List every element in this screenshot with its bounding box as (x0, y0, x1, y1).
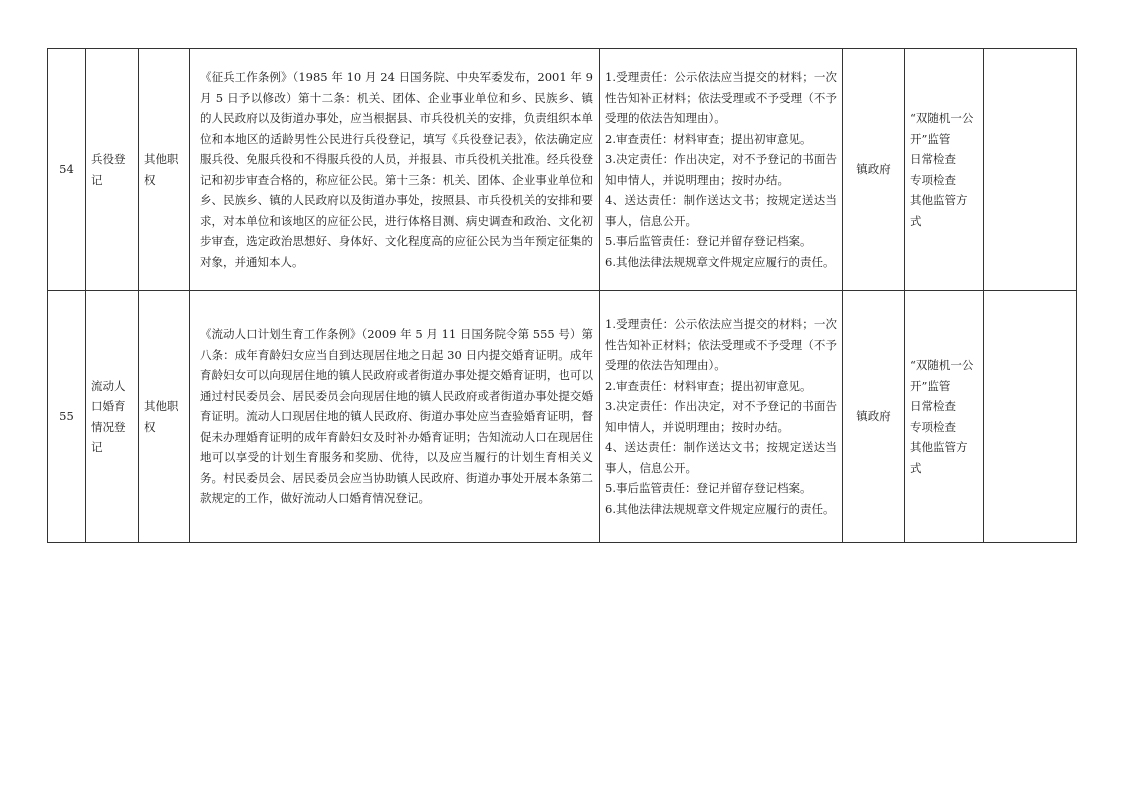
remark-cell (984, 291, 1077, 543)
duty-item: 2.审查责任：材料审查；提出初审意见。 (605, 131, 812, 146)
duty-item: 6.其他法律法规规章文件规定应履行的责任。 (605, 254, 835, 269)
responsible-department: 镇政府 (843, 49, 905, 291)
table-row (48, 49, 1077, 291)
responsible-department: 镇政府 (843, 291, 905, 543)
powers-table (47, 48, 1077, 543)
power-category: 其他职权 (139, 291, 190, 543)
supervision-item: “双随机一公开”监管 (910, 358, 974, 393)
supervision-item: 专项检查 (910, 419, 956, 434)
power-category: 其他职权 (139, 49, 190, 291)
table-row (48, 291, 1077, 543)
supervision-item: 专项检查 (910, 172, 956, 187)
row-number: 54 (48, 49, 86, 291)
duty-item: 1.受理责任：公示依法应当提交的材料；一次性告知补正材料；依法受理或不予受理（不予受理的依法告知理由）。 (605, 70, 837, 125)
power-name: 兵役登记 (86, 49, 139, 291)
duty-item: 1.受理责任：公示依法应当提交的材料；一次性告知补正材料；依法受理或不予受理（不予受理的依法告知理由）。 (605, 317, 837, 372)
supervision-item: 日常检查 (910, 152, 956, 166)
duty-item: 3.决定责任：作出决定，对不予登记的书面告知申情人，并说明理由；按时办结。 (605, 152, 837, 187)
power-name: 流动人口婚育情况登记 (86, 291, 139, 543)
supervision-item: 其他监管方式 (910, 193, 968, 228)
duty-list (600, 291, 843, 543)
duty-item: 6.其他法律法规规章文件规定应履行的责任。 (605, 501, 835, 516)
duty-item: 3.决定责任：作出决定，对不予登记的书面告知申情人，并说明理由；按时办结。 (605, 399, 837, 434)
supervision-methods (905, 49, 984, 291)
legal-basis (190, 291, 600, 543)
duty-item: 4、送达责任：制作送达文书；按规定送达当事人，信息公开。 (605, 440, 837, 475)
supervision-methods (905, 291, 984, 543)
legal-basis-text: 《征兵工作条例》（1985 年 10 月 24 日国务院、中央军委发布，2001 年 9 月 5 日予以修改）第十二条：机关、团体、企业事业单位和乡、民族乡、镇的人民政府以及街道办事处，应当根据县、市兵役机关的安排，负责组织本单位和本地区的适龄男性公民进行兵役登记，填写《兵役登记表》，依法确定应服兵役、免服兵役和不得服兵役的人员，并报县、市兵役机关批准。经兵役登记和初步审查合格的，称应征公民。第十三条：机关、团体、企业事业单位和乡、民族乡、镇的人民政府以及街道办事处，按照县、市兵役机关的安排和要求，对本单位和该地区的应征公民，进行体格目测、病史调查和政治、文化初步审查，选定政治思想好、身体好、文化程度高的应征公民为当年预定征集的对象，并通知本人。 (200, 70, 593, 269)
remark-cell (984, 49, 1077, 291)
duty-list (600, 49, 843, 291)
duty-item: 2.审查责任：材料审查；提出初审意见。 (605, 378, 812, 393)
duty-item: 4、送达责任：制作送达文书；按规定送达当事人，信息公开。 (605, 193, 837, 228)
supervision-item: 其他监管方式 (910, 440, 968, 475)
duty-item: 5.事后监管责任：登记并留存登记档案。 (605, 481, 812, 495)
supervision-item: 日常检查 (910, 399, 956, 413)
supervision-item: “双随机一公开”监管 (910, 111, 974, 146)
legal-basis-text: 《流动人口计划生育工作条例》（2009 年 5 月 11 日国务院令第 555 号）第八条：成年育龄妇女应当自到达现居住地之日起 30 日内提交婚育证明。成年育龄妇女可以向现居住地的镇人民政府或者街道办事处提交婚育证明，也可以通过村民委员会、居民委员会向现居住地的镇人民政府或者街道办事处提交婚育证明。流动人口现居住地的镇人民政府、街道办事处应当查验婚育证明，督促未办理婚育证明的成年育龄妇女及时补办婚育证明；告知流动人口在现居住地可以享受的计划生育服务和奖励、优待，以及应当履行的计划生育相关义务。村民委员会、居民委员会应当协助镇人民政府、街道办事处开展本条第二款规定的工作，做好流动人口婚育情况登记。 (200, 327, 593, 506)
duty-item: 5.事后监管责任：登记并留存登记档案。 (605, 234, 812, 248)
row-number: 55 (48, 291, 86, 543)
legal-basis (190, 49, 600, 291)
